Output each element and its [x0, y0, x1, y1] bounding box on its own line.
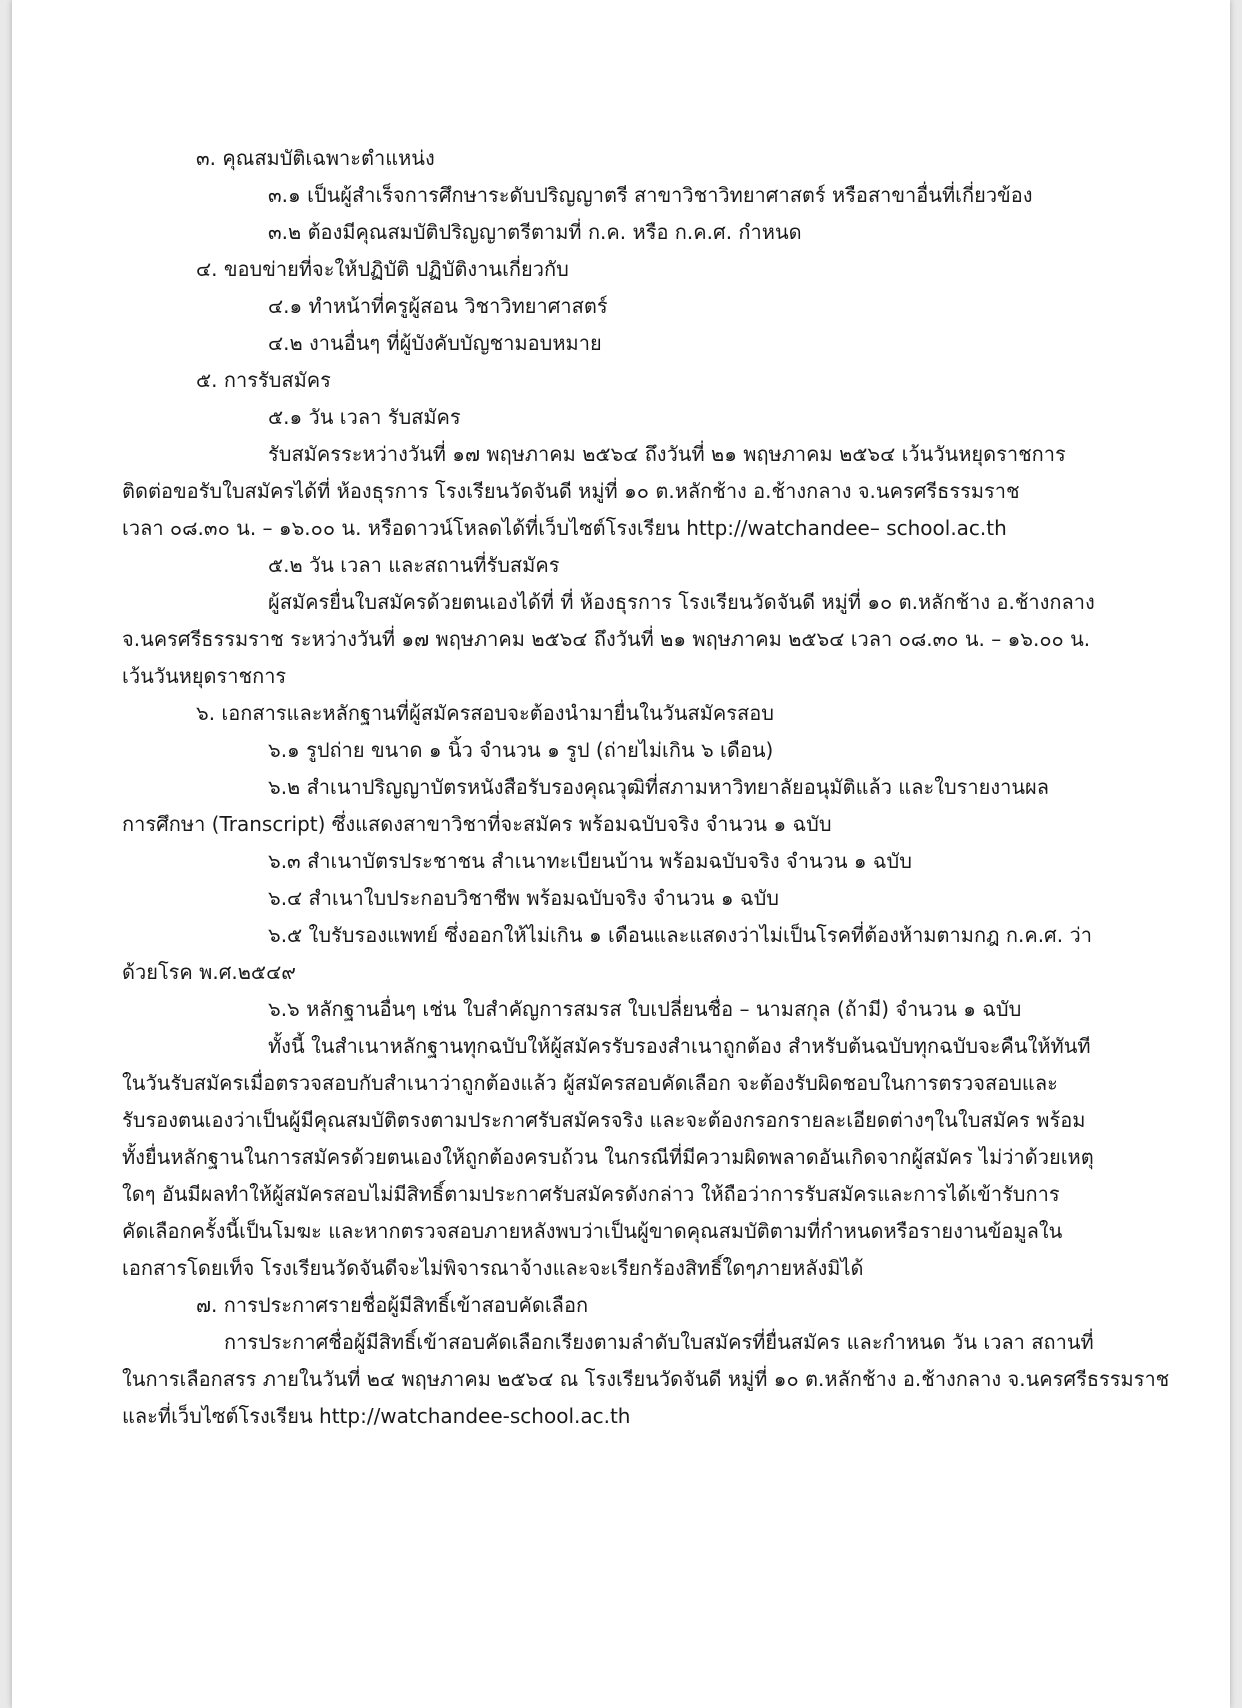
document-page [12, 0, 1230, 1708]
text-line: ๕.๒ วัน เวลา และสถานที่รับสมัคร [268, 553, 560, 577]
text-line: ๕. การรับสมัคร [196, 368, 331, 392]
text-line: ๖.๓ สำเนาบัตรประชาชน สำเนาทะเบียนบ้าน พร้อมฉบับจริง จำนวน ๑ ฉบับ [268, 849, 912, 873]
text-line: เวลา ๐๘.๓๐ น. – ๑๖.๐๐ น. หรือดาวน์โหลดได้ที่เว็บไซต์โรงเรียน http://watchandee– school.ac.th [122, 516, 1007, 540]
text-line: ด้วยโรค พ.ศ.๒๕๔๙ [122, 960, 296, 984]
text-line: ๗. การประกาศรายชื่อผู้มีสิทธิ์เข้าสอบคัดเลือก [196, 1293, 589, 1317]
text-line: เอกสารโดยเท็จ โรงเรียนวัดจันดีจะไม่พิจารณาจ้างและจะเรียกร้องสิทธิ์ใดๆภายหลังมิได้ [122, 1256, 864, 1280]
text-line: รับรองตนเองว่าเป็นผู้มีคุณสมบัติตรงตามประกาศรับสมัครจริง และจะต้องกรอกรายละเอียดต่างๆในใบสมัคร พร้อม [122, 1108, 1086, 1132]
text-line: ทั้งนี้ ในสำเนาหลักฐานทุกฉบับให้ผู้สมัครรับรองสำเนาถูกต้อง สำหรับต้นฉบับทุกฉบับจะคืนให้ทันที [268, 1034, 1091, 1058]
text-line: ทั้งยื่นหลักฐานในการสมัครด้วยตนเองให้ถูกต้องครบถ้วน ในกรณีที่มีความผิดพลาดอันเกิดจากผู้สมัคร ไม่ว่าด้วยเหตุ [122, 1145, 1094, 1169]
text-line: ๔. ขอบข่ายที่จะให้ปฏิบัติ ปฏิบัติงานเกี่ยวกับ [196, 257, 569, 281]
text-line: รับสมัครระหว่างวันที่ ๑๗ พฤษภาคม ๒๕๖๔ ถึงวันที่ ๒๑ พฤษภาคม ๒๕๖๔ เว้นวันหยุดราชการ [268, 442, 1066, 466]
text-line: ติดต่อขอรับใบสมัครได้ที่ ห้องธุรการ โรงเรียนวัดจันดี หมู่ที่ ๑๐ ต.หลักช้าง อ.ช้างกลาง จ.นครศรีธรรมราช [122, 479, 1020, 503]
text-line: การประกาศชื่อผู้มีสิทธิ์เข้าสอบคัดเลือกเรียงตามลำดับใบสมัครที่ยื่นสมัคร และกำหนด วัน เวลา สถานที่ [224, 1330, 1094, 1354]
text-line: จ.นครศรีธรรมราช ระหว่างวันที่ ๑๗ พฤษภาคม ๒๕๖๔ ถึงวันที่ ๒๑ พฤษภาคม ๒๕๖๔ เวลา ๐๘.๓๐ น. – ๑๖.๐๐ น. [122, 627, 1091, 651]
text-line: ๖.๔ สำเนาใบประกอบวิชาชีพ พร้อมฉบับจริง จำนวน ๑ ฉบับ [268, 886, 779, 910]
text-line: ๖.๕ ใบรับรองแพทย์ ซึ่งออกให้ไม่เกิน ๑ เดือนและแสดงว่าไม่เป็นโรคที่ต้องห้ามตามกฎ ก.ค.ศ. ว่า [268, 923, 1092, 947]
text-line: และที่เว็บไซต์โรงเรียน http://watchandee-school.ac.th [122, 1404, 631, 1428]
text-line: ในวันรับสมัครเมื่อตรวจสอบกับสำเนาว่าถูกต้องแล้ว ผู้สมัครสอบคัดเลือก จะต้องรับผิดชอบในการตรวจสอบและ [122, 1071, 1058, 1095]
text-line: ๖.๑ รูปถ่าย ขนาด ๑ นิ้ว จำนวน ๑ รูป (ถ่ายไม่เกิน ๖ เดือน) [268, 738, 774, 762]
text-line: ๓.๒ ต้องมีคุณสมบัติปริญญาตรีตามที่ ก.ค. หรือ ก.ค.ศ. กำหนด [268, 220, 802, 244]
text-line: การศึกษา (Transcript) ซึ่งแสดงสาขาวิชาที่จะสมัคร พร้อมฉบับจริง จำนวน ๑ ฉบับ [122, 812, 832, 836]
text-line: ผู้สมัครยื่นใบสมัครด้วยตนเองได้ที่ ที่ ห้องธุรการ โรงเรียนวัดจันดี หมู่ที่ ๑๐ ต.หลักช้าง อ.ช้างกลาง [268, 590, 1095, 614]
text-line: ๔.๑ ทำหน้าที่ครูผู้สอน วิชาวิทยาศาสตร์ [268, 294, 608, 318]
text-line: ในการเลือกสรร ภายในวันที่ ๒๔ พฤษภาคม ๒๕๖๔ ณ โรงเรียนวัดจันดี หมู่ที่ ๑๐ ต.หลักช้าง อ.ช้างกลาง จ.นครศรีธรรมราช [122, 1367, 1170, 1391]
text-line: ๔.๒ งานอื่นๆ ที่ผู้บังคับบัญชามอบหมาย [268, 331, 602, 355]
text-line: ๕.๑ วัน เวลา รับสมัคร [268, 405, 461, 429]
text-line: คัดเลือกครั้งนี้เป็นโมฆะ และหากตรวจสอบภายหลังพบว่าเป็นผู้ขาดคุณสมบัติตามที่กำหนดหรือรายงานข้อมูลใน [122, 1219, 1063, 1243]
text-line: ใดๆ อันมีผลทำให้ผู้สมัครสอบไม่มีสิทธิ์ตามประกาศรับสมัครดังกล่าว ให้ถือว่าการรับสมัครและการได้เข้ารับการ [122, 1182, 1060, 1206]
text-line: ๖.๒ สำเนาปริญญาบัตรหนังสือรับรองคุณวุฒิที่สภามหาวิทยาลัยอนุมัติแล้ว และใบรายงานผล [268, 775, 1049, 799]
text-line: ๖.๖ หลักฐานอื่นๆ เช่น ใบสำคัญการสมรส ใบเปลี่ยนชื่อ – นามสกุล (ถ้ามี) จำนวน ๑ ฉบับ [268, 997, 1022, 1021]
text-line: ๓. คุณสมบัติเฉพาะตำแหน่ง [196, 146, 435, 170]
document-body [122, 140, 1170, 1435]
text-line: เว้นวันหยุดราชการ [122, 664, 287, 688]
text-line: ๓.๑ เป็นผู้สำเร็จการศึกษาระดับปริญญาตรี สาขาวิชาวิทยาศาสตร์ หรือสาขาอื่นที่เกี่ยวข้อง [268, 183, 1033, 207]
text-line: ๖. เอกสารและหลักฐานที่ผู้สมัครสอบจะต้องนำมายื่นในวันสมัครสอบ [196, 701, 774, 725]
